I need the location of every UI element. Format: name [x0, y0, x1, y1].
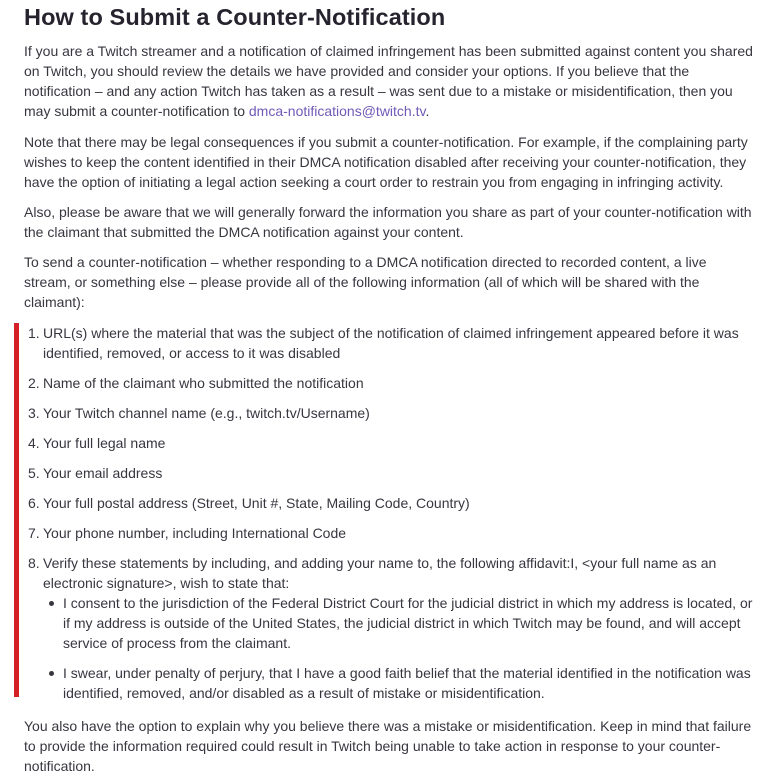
requirement-item: [24, 323, 754, 363]
item-number: 4.: [28, 435, 40, 451]
item-number: 8.: [28, 555, 40, 571]
intro-period: .: [425, 103, 430, 119]
item-text: Your Twitch channel name (e.g., twitch.tv/Username): [43, 405, 370, 421]
affidavit-statement: [43, 593, 754, 653]
item-number: 7.: [28, 525, 40, 541]
legal-consequences-paragraph: Note that there may be legal consequences if you submit a counter-notification. For example, if the complaining party wishes to keep the content identified in their DMCA notification disabled after receiving your counter-notification, they have the option of initiating a legal action seeking a court order to restrain you from engaging in infringing activity.: [24, 134, 748, 190]
email-link[interactable]: dmca-notifications@twitch.tv: [248, 103, 426, 119]
statement-text: I swear, under penalty of perjury, that I have a good faith belief that the material identified in the notification was identified, removed, and/or disabled as a result of mistake or misidentification.: [63, 665, 751, 701]
item-text: URL(s) where the material that was the subject of the notification of claimed infringement appeared before it was identified, removed, or access to it was disabled: [43, 325, 739, 361]
item-text: Your phone number, including International Code: [43, 525, 347, 541]
instructions-paragraph: To send a counter-notification – whether responding to a DMCA notification directed to recorded content, a live stream, or something else – please provide all of the following information (all of which will be shared with the claimant):: [24, 254, 707, 310]
forwarding-paragraph: Also, please be aware that we will generally forward the information you share as part of your counter-notification with the claimant that submitted the DMCA notification against your content.: [24, 204, 752, 240]
item-text: Your full legal name: [43, 435, 166, 451]
bullet-icon: [49, 671, 54, 676]
intro-paragraph: [24, 41, 754, 121]
intro-text: If you are a Twitch streamer and a notification of claimed infringement has been submitted against content you shared on Twitch, you should review the details we have provided and consider your options. If you believe that the notification – and any action Twitch has taken as a result – was sent due to a mistake or misidentification, then you may submit a counter-notification to: [24, 43, 753, 119]
closing-paragraph: You also have the option to explain why you believe there was a mistake or misidentification. Keep in mind that failure to provide the information required could result in Twitch being unable to take action in response to your counter-notification.: [24, 718, 752, 774]
highlight-bar: [14, 323, 19, 697]
affidavit-statements: [43, 593, 754, 703]
requirement-item: [24, 463, 754, 483]
requirement-item: [24, 553, 754, 703]
requirements-block: [0, 323, 754, 703]
item-number: 5.: [28, 465, 40, 481]
item-number: 1.: [28, 325, 40, 341]
bullet-icon: [49, 601, 54, 606]
item-number: 6.: [28, 495, 40, 511]
item-text: Name of the claimant who submitted the notification: [43, 375, 364, 391]
item-number: 3.: [28, 405, 40, 421]
requirement-item: [24, 373, 754, 393]
page-title: How to Submit a Counter-Notification: [24, 4, 446, 30]
item-text: Your full postal address (Street, Unit #, State, Mailing Code, Country): [43, 495, 470, 511]
affidavit-statement: [43, 663, 754, 703]
requirement-item: [24, 403, 754, 423]
requirement-item: [24, 493, 754, 513]
item-text: Your email address: [43, 465, 163, 481]
item-text: Verify these statements by including, and adding your name to, the following affidavit:I, <your full name as an electronic signature>, wish to state that:: [43, 555, 717, 591]
requirement-item: [24, 433, 754, 453]
requirements-list: [24, 323, 754, 703]
requirement-item: [24, 523, 754, 543]
item-number: 2.: [28, 375, 40, 391]
statement-text: I consent to the jurisdiction of the Federal District Court for the judicial district in which my address is located, or if my address is outside of the United States, the judicial district in which Twitch may be found, and will accept service of process from the claimant.: [63, 595, 753, 651]
